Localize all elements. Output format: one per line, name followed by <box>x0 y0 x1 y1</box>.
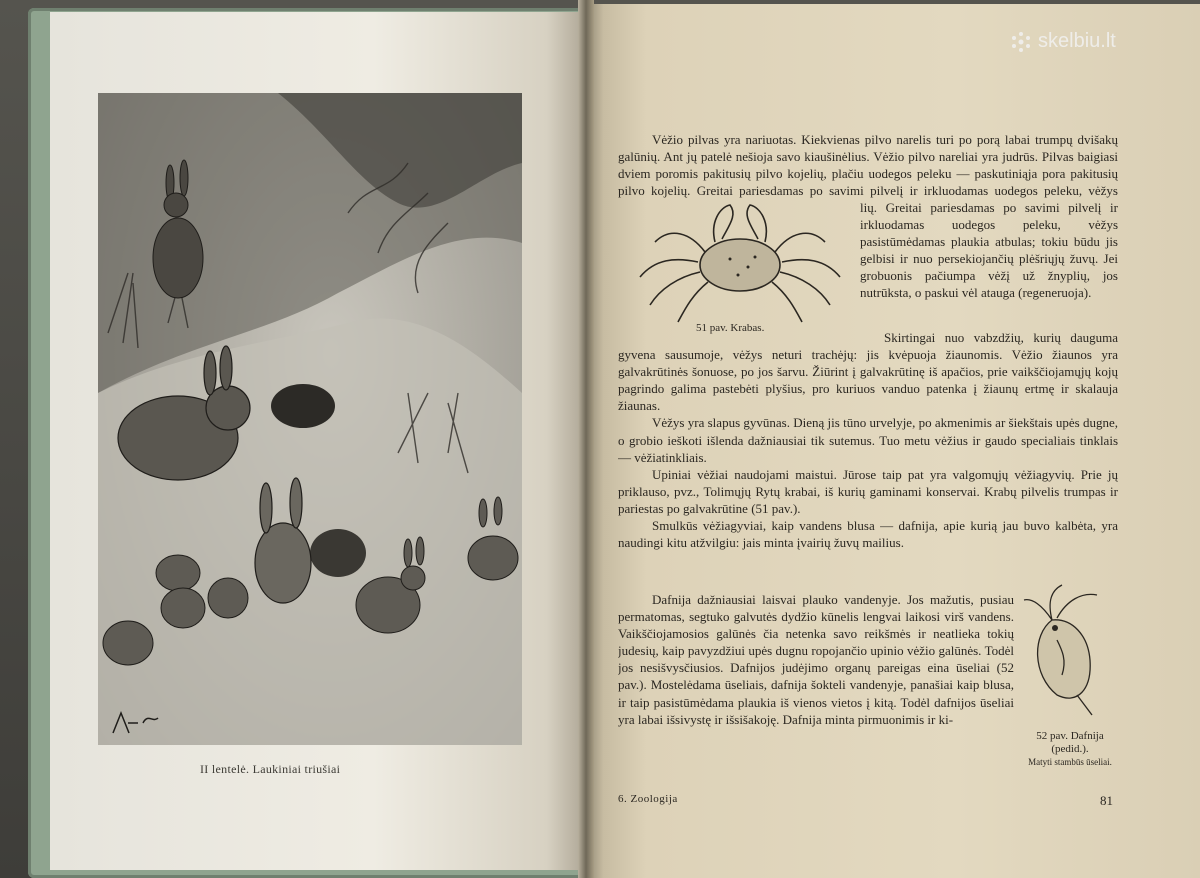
page-footer-section: 6. Zoologija <box>618 793 678 805</box>
paragraph: Vėžio pilvas yra nariuotas. Kiekvienas pilvo narelis turi po porą labai trumpų dvišakų galūnių. Ant jų patelė nešioja savo kiaušinėlius. Vėžio pilvo nareliai yra judrūs. Pilvas baigiasi dviem poromis pakitusių pilvo kojelių, plačiu uodegos peleku — paskutiniąja pora pakitusių pilvo kojelių. Greitai pariesdamas po savimi pilvelį ir irkluodamas uodegos peleku, vėžys <box>618 132 1118 199</box>
figure-51-caption: 51 pav. Krabas. <box>696 322 765 334</box>
plate-caption: II lentelė. Laukiniai triušiai <box>200 762 341 776</box>
figure-52-caption-title: 52 pav. Dafnija (pedid.). <box>1036 730 1104 755</box>
paragraph: Smulkūs vėžiagyviai, kaip vandens blusa — dafnija, apie kurią jau buvo kalbėta, yra naudingi kitu atžvilgiu: jais minta įvairių žuvų mailius. <box>618 518 1118 551</box>
rabbits-drawing <box>98 93 522 745</box>
page-number: 81 <box>1100 793 1113 808</box>
text-block-upper <box>618 131 1118 199</box>
rabbits-illustration <box>98 93 522 745</box>
daphnia-illustration <box>1022 580 1112 720</box>
text-block-lower <box>618 591 1014 789</box>
text-block-wrap <box>860 199 1118 329</box>
figure-52-note: Matyti stambūs ūseliai. <box>1028 757 1112 767</box>
paragraph: Skirtingai nuo vabzdžių, kurių dauguma gyvena sausumoje, vėžys neturi trachėjų: jis kvėpuoja žiaunomis. Vėžio žiaunos yra galvakrūtinės šonuose, po jos šarvu. Žiūrint į galvakrūtinę iš apačios, prie vaikščiojamųjų kojų pagrindo galima pastebėti plyšius, pro kuriuos vanduo patenka į žiaunų ertmę ir skalauja žiaunas. <box>618 330 1118 414</box>
paragraph: Dafnija dažniausiai laisvai plauko vandenyje. Jos mažutis, pusiau permatomas, segtuko galvutės dydžio kūnelis lengvai laikosi virš vandens. Vaikščiojamosios galūnės čia netenka savo reikšmės ir neatlieka tokių judesių, kaip pavyzdžiui upės dugnu ropojančio upinio vėžio galūnės. Todėl jos nesišvysčiusios. Dafnijos judėjimo organų pareigas eina ūseliai (52 pav.). Mostelėdama ūseliais, dafnija šokteli vandenyje, panašiai kaip blusa, ir taip pasistūmėdama plaukia iš vienos vietos į kitą. Todėl dafnijos ūseliai yra labai išsivystę ir išsišakoję. Dafnija minta pirmuonimis ir ki- <box>618 592 1014 727</box>
watermark <box>1010 30 1116 53</box>
paragraph-continued: lių. Greitai pariesdamas po savimi pilvelį ir irkluodamas uodegos peleku, vėžys pasistūmėdamas plaukia atbulas; tokiu būdu jis gelbisi ir nuo persekiojančių plėšriųjų žuvų. Jei grobuonis pačiumpa vėžį už žnyplių, jos nutrūksta, o paskui vėl atauga (regeneruoja). <box>860 200 1118 301</box>
book-gutter <box>578 0 594 878</box>
watermark-text: skelbiu.lt <box>1038 30 1116 52</box>
text-block-middle <box>618 329 1118 591</box>
watermark-dots-icon <box>1010 31 1032 53</box>
paragraph: Vėžys yra slapus gyvūnas. Dieną jis tūno urvelyje, po akmenimis ar šiekštais upės dugne, o grobio ieškoti išlenda dažniausiai tik sutemus. Tuo metu vėžius ir gaudo specialiais tinklais — vėžiatinkliais. <box>618 415 1118 465</box>
paragraph: Upiniai vėžiai naudojami maistui. Jūrose taip pat yra valgomųjų vėžiagyvių. Prie jų priklauso, pvz., Tolimųjų Rytų krabai, iš kurių gaminami konservai. Krabų pilvelis trumpas ir pariestas po galvakrūtine (51 pav.). <box>618 466 1118 516</box>
figure-52-caption <box>1020 730 1120 769</box>
